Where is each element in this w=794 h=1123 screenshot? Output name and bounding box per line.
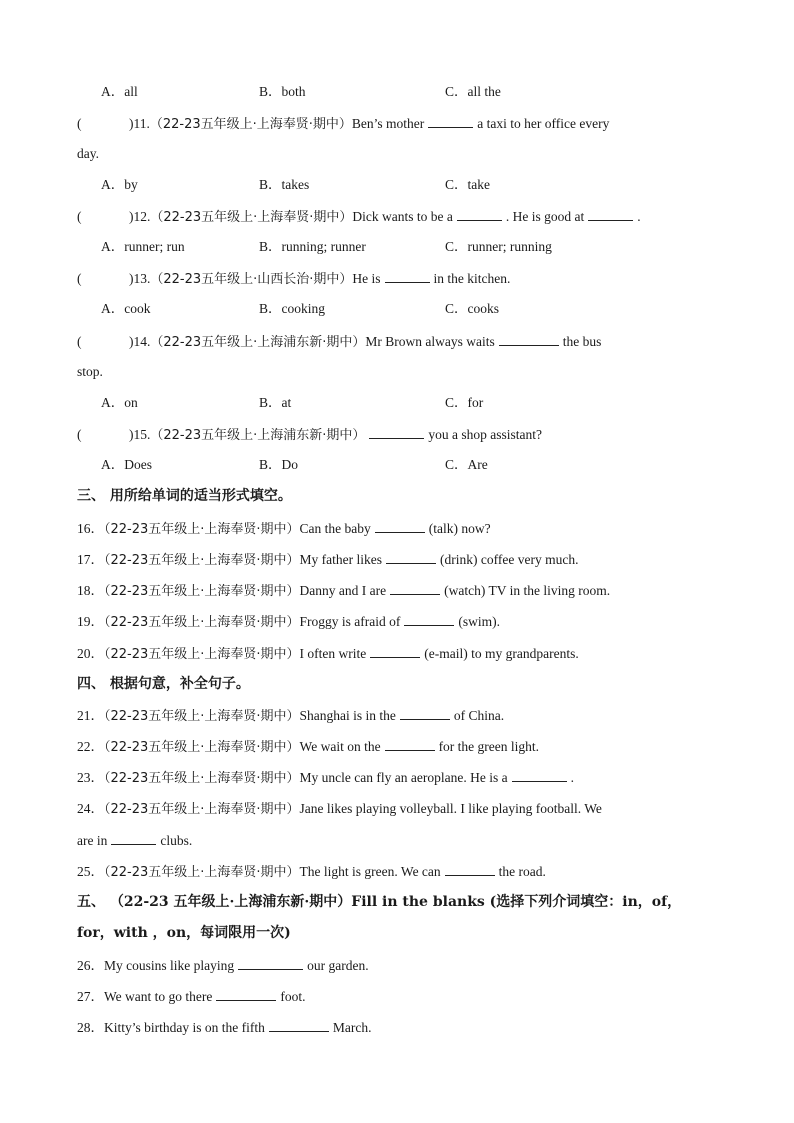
q12-option-a[interactable]: A．runner; run bbox=[101, 239, 185, 254]
question-source: （22-23五年级上·上海奉贤·期中） bbox=[104, 709, 300, 724]
question-text: . He is good at bbox=[505, 209, 585, 224]
answer-paren[interactable]: ( bbox=[77, 427, 82, 442]
question-text: Kitty’s birthday is on the fifth bbox=[104, 1020, 265, 1035]
question-text: Danny and I are bbox=[299, 583, 387, 598]
question-28 bbox=[77, 1017, 727, 1038]
q13-option-b[interactable]: B．cooking bbox=[259, 301, 325, 316]
question-text: in the kitchen. bbox=[433, 271, 511, 286]
question-11-cont: day. bbox=[77, 146, 99, 161]
question-source: （22-23五年级上·上海奉贤·期中） bbox=[104, 802, 300, 817]
q11-option-c[interactable]: C．take bbox=[445, 177, 490, 192]
question-number: 19． bbox=[77, 614, 104, 629]
answer-blank[interactable] bbox=[457, 206, 502, 221]
question-16 bbox=[77, 518, 727, 540]
q14-option-c[interactable]: C．for bbox=[445, 395, 484, 410]
question-22 bbox=[77, 736, 727, 758]
question-text: March. bbox=[332, 1020, 372, 1035]
question-text: Shanghai is in the bbox=[299, 708, 396, 723]
q13-option-a[interactable]: A．cook bbox=[101, 301, 151, 316]
question-text: (watch) TV in the living room. bbox=[444, 583, 611, 598]
question-source: （22-23五年级上·上海奉贤·期中） bbox=[104, 522, 300, 537]
answer-blank[interactable] bbox=[386, 549, 436, 564]
answer-blank[interactable] bbox=[369, 424, 424, 439]
question-text: you a shop assistant? bbox=[428, 427, 543, 442]
answer-blank[interactable] bbox=[269, 1017, 329, 1032]
question-text: My father likes bbox=[299, 552, 383, 567]
section-5-heading: 五、 （22-23 五年级上·上海浦东新·期中）Fill in the blanks (选择下列介词填空：in，of， bbox=[77, 894, 682, 910]
question-text: My cousins like playing bbox=[104, 958, 235, 973]
question-27 bbox=[77, 986, 727, 1007]
question-text: Froggy is afraid of bbox=[299, 614, 401, 629]
q12-option-b[interactable]: B．running; runner bbox=[259, 239, 366, 254]
question-text: the bus bbox=[562, 334, 602, 349]
question-text: Dick wants to be a bbox=[352, 209, 453, 224]
question-number: 20． bbox=[77, 646, 104, 661]
answer-paren[interactable]: ( bbox=[77, 209, 82, 224]
question-text: I often write bbox=[299, 646, 367, 661]
question-number: 25． bbox=[77, 864, 104, 879]
question-text: Mr Brown always waits bbox=[365, 334, 495, 349]
answer-blank[interactable] bbox=[445, 861, 495, 876]
question-14-cont: stop. bbox=[77, 364, 103, 379]
question-text: (drink) coffee very much. bbox=[440, 552, 579, 567]
answer-blank[interactable] bbox=[111, 830, 156, 845]
q10-option-a[interactable]: A．all bbox=[101, 84, 138, 99]
question-number: 27． bbox=[77, 989, 104, 1004]
q15-option-b[interactable]: B．Do bbox=[259, 457, 299, 472]
q10-option-b[interactable]: B．both bbox=[259, 84, 306, 99]
question-text: (e-mail) to my grandparents. bbox=[424, 646, 579, 661]
answer-blank[interactable] bbox=[375, 518, 425, 533]
question-source: （22-23五年级上·上海浦东新·期中） bbox=[150, 335, 366, 350]
question-17 bbox=[77, 549, 727, 571]
question-source: （22-23五年级上·上海奉贤·期中） bbox=[149, 117, 352, 132]
answer-blank[interactable] bbox=[400, 705, 450, 720]
question-source: （22-23五年级上·上海奉贤·期中） bbox=[104, 771, 300, 786]
q11-option-b[interactable]: B．takes bbox=[259, 177, 310, 192]
question-24 bbox=[77, 799, 727, 820]
question-source: （22-23五年级上·上海奉贤·期中） bbox=[104, 553, 300, 568]
q13-option-c[interactable]: C．cooks bbox=[445, 301, 499, 316]
question-23 bbox=[77, 767, 727, 789]
question-20 bbox=[77, 643, 727, 665]
question-text: My uncle can fly an aeroplane. He is a bbox=[299, 770, 508, 785]
q15-option-c[interactable]: C．Are bbox=[445, 457, 488, 472]
question-number: 23． bbox=[77, 770, 104, 785]
question-text: for the green light. bbox=[438, 739, 540, 754]
question-number: 28． bbox=[77, 1020, 104, 1035]
question-text: We want to go there bbox=[104, 989, 213, 1004]
question-24-cont bbox=[77, 830, 727, 851]
question-source: （22-23五年级上·上海奉贤·期中） bbox=[104, 647, 300, 662]
question-text: . bbox=[637, 209, 641, 224]
answer-blank[interactable] bbox=[370, 643, 420, 658]
question-21 bbox=[77, 705, 727, 727]
question-source: （22-23五年级上·上海奉贤·期中） bbox=[104, 615, 300, 630]
question-text: of China. bbox=[453, 708, 505, 723]
question-text: He is bbox=[352, 271, 381, 286]
question-text: clubs. bbox=[160, 833, 193, 848]
section-5-heading-cont: for，with ，on，每词限用一次) bbox=[77, 925, 291, 941]
question-number: )13. bbox=[129, 271, 151, 286]
question-19 bbox=[77, 611, 727, 633]
question-15 bbox=[77, 424, 727, 446]
question-text: foot. bbox=[280, 989, 306, 1004]
section-4-heading: 四、 根据句意，补全句子。 bbox=[77, 676, 250, 692]
q11-option-a[interactable]: A．by bbox=[101, 177, 138, 192]
question-source: （22-23五年级上·山西长治·期中） bbox=[150, 272, 353, 287]
answer-paren[interactable]: ( bbox=[77, 116, 82, 131]
answer-blank[interactable] bbox=[499, 331, 559, 346]
question-number: 24． bbox=[77, 801, 104, 816]
question-text: a taxi to her office every bbox=[477, 116, 610, 131]
question-number: )11. bbox=[129, 116, 150, 131]
q15-option-a[interactable]: A．Does bbox=[101, 457, 152, 472]
q14-option-a[interactable]: A．on bbox=[101, 395, 138, 410]
question-source: （22-23五年级上·上海奉贤·期中） bbox=[104, 584, 300, 599]
question-number: 21． bbox=[77, 708, 104, 723]
question-text: are in bbox=[77, 833, 108, 848]
answer-blank[interactable] bbox=[404, 611, 454, 626]
question-source: （22-23五年级上·上海奉贤·期中） bbox=[104, 740, 300, 755]
answer-blank[interactable] bbox=[390, 580, 440, 595]
question-number: 22． bbox=[77, 739, 104, 754]
question-text: (swim). bbox=[458, 614, 501, 629]
answer-blank[interactable] bbox=[216, 986, 276, 1001]
question-14 bbox=[77, 331, 727, 353]
answer-blank[interactable] bbox=[428, 113, 473, 128]
question-text: Can the baby bbox=[299, 521, 371, 536]
q12-option-c[interactable]: C．runner; running bbox=[445, 239, 552, 254]
question-18 bbox=[77, 580, 727, 602]
question-26 bbox=[77, 955, 727, 976]
question-text: Ben’s mother bbox=[351, 116, 425, 131]
question-number: 26． bbox=[77, 958, 104, 973]
question-text: . bbox=[570, 770, 574, 785]
q10-option-c[interactable]: C．all the bbox=[445, 84, 501, 99]
question-number: )14. bbox=[129, 334, 151, 349]
answer-blank[interactable] bbox=[385, 736, 435, 751]
question-25 bbox=[77, 861, 727, 883]
answer-paren[interactable]: ( bbox=[77, 334, 82, 349]
question-text: (talk) now? bbox=[428, 521, 491, 536]
answer-blank[interactable] bbox=[238, 955, 303, 970]
question-text: The light is green. We can bbox=[299, 864, 441, 879]
question-number: )12. bbox=[129, 209, 151, 224]
question-text: We wait on the bbox=[299, 739, 381, 754]
answer-blank[interactable] bbox=[588, 206, 633, 221]
question-source: （22-23五年级上·上海奉贤·期中） bbox=[150, 210, 353, 225]
answer-blank[interactable] bbox=[385, 268, 430, 283]
question-number: 17． bbox=[77, 552, 104, 567]
question-source: （22-23五年级上·上海奉贤·期中） bbox=[104, 865, 300, 880]
question-number: 18． bbox=[77, 583, 104, 598]
question-number: 16． bbox=[77, 521, 104, 536]
question-text: Jane likes playing volleyball. I like playing football. We bbox=[299, 801, 602, 816]
question-11 bbox=[77, 113, 727, 135]
section-3-heading: 三、 用所给单词的适当形式填空。 bbox=[77, 488, 292, 504]
question-source: （22-23五年级上·上海浦东新·期中） bbox=[150, 428, 366, 443]
question-number: )15. bbox=[129, 427, 151, 442]
question-12 bbox=[77, 206, 727, 228]
question-text: the road. bbox=[498, 864, 546, 879]
question-13 bbox=[77, 268, 727, 290]
answer-blank[interactable] bbox=[512, 767, 567, 782]
question-text: our garden. bbox=[307, 958, 369, 973]
answer-paren[interactable]: ( bbox=[77, 271, 82, 286]
q14-option-b[interactable]: B．at bbox=[259, 395, 292, 410]
